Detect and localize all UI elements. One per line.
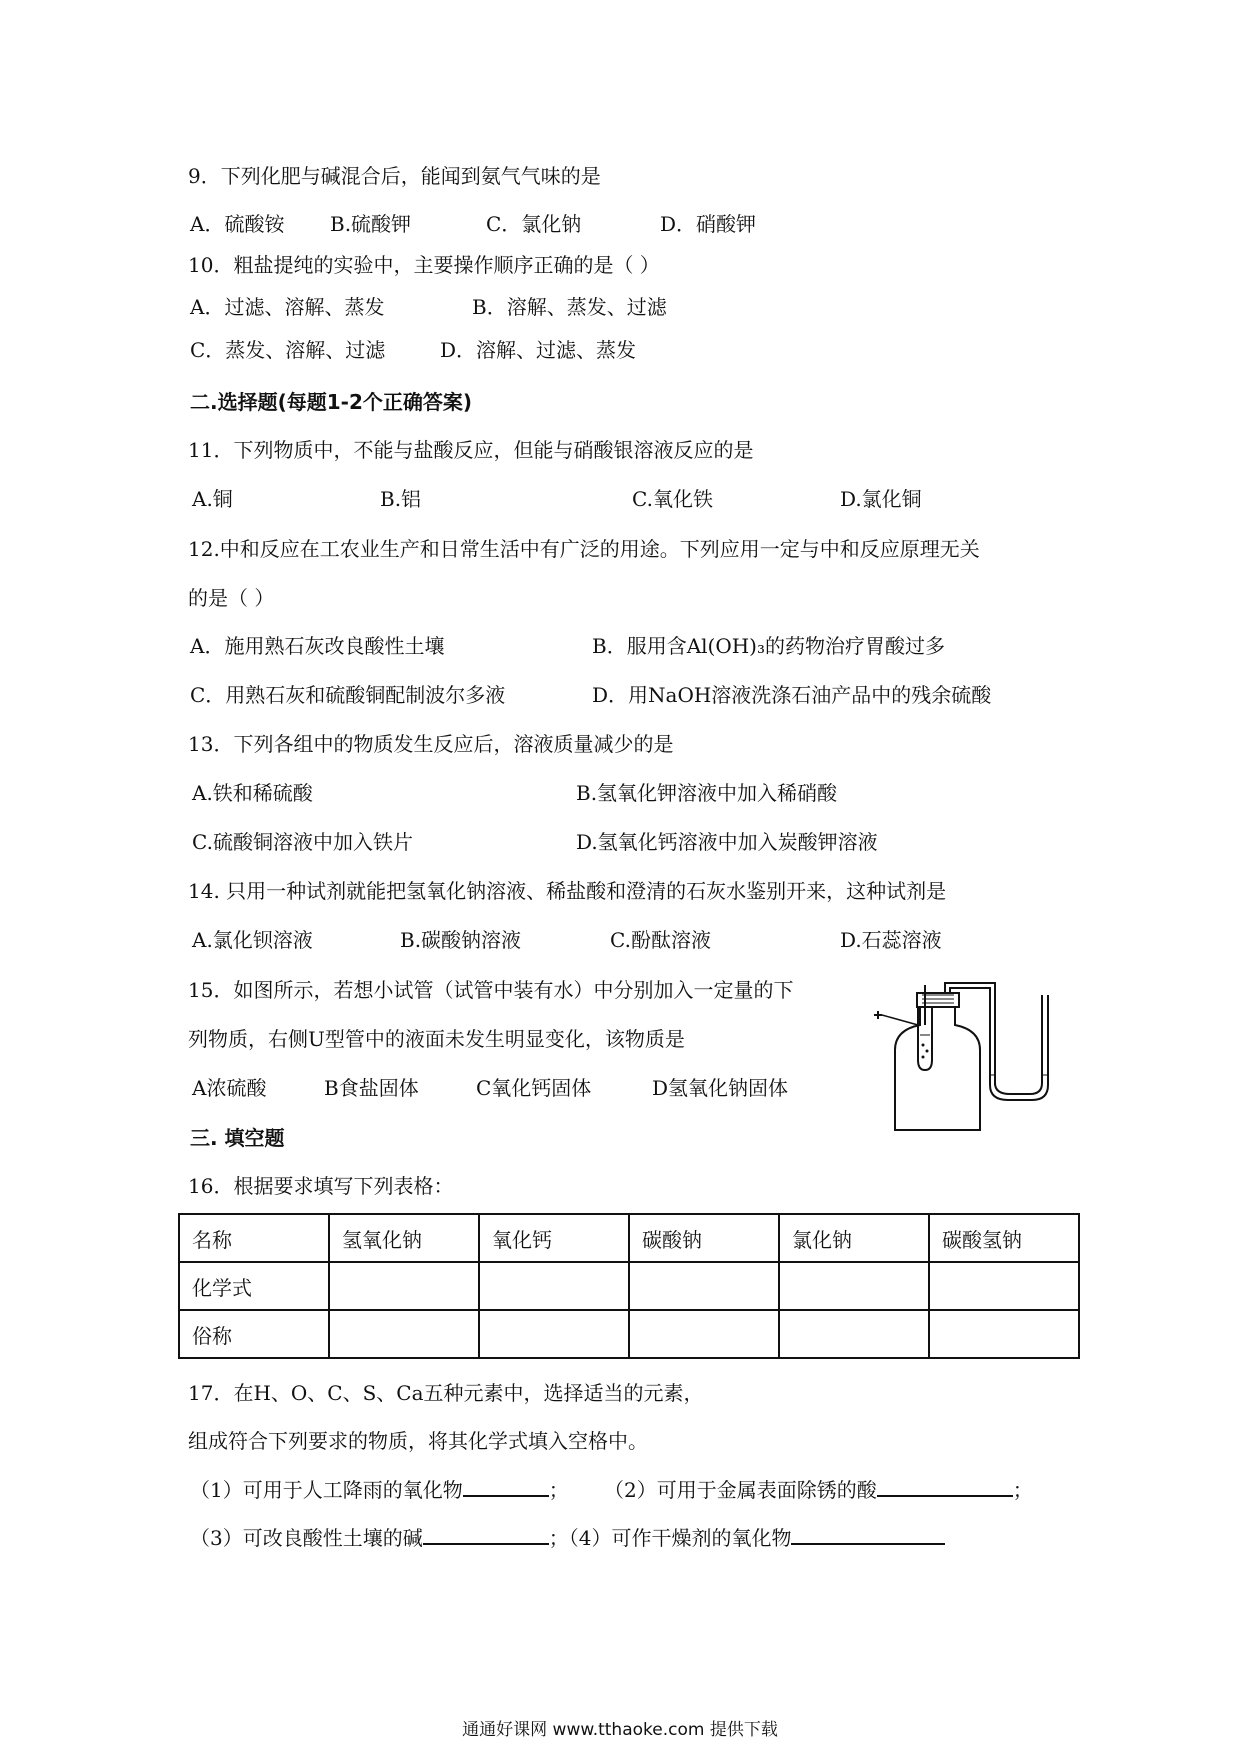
answer-cell[interactable] — [929, 1310, 1079, 1358]
q17-separator: ； — [548, 1478, 569, 1502]
q17-item-3-blank[interactable] — [423, 1523, 549, 1545]
q10-stem: 10．粗盐提纯的实验中，主要操作顺序正确的是（ ） — [188, 253, 660, 277]
q15-stem-cont: 列物质，右侧U型管中的液面未发生明显变化，该物质是 — [188, 1027, 685, 1051]
table-header-row — [179, 1214, 1079, 1262]
table-row — [179, 1262, 1079, 1310]
q17-row-1b — [604, 1475, 1033, 1503]
q17-stem-cont: 组成符合下列要求的物质，将其化学式填入空格中。 — [188, 1429, 648, 1453]
answer-cell[interactable] — [779, 1262, 929, 1310]
q17-row-1 — [190, 1475, 569, 1503]
q17-stem: 17．在H、O、C、S、Ca五种元素中，选择适当的元素， — [188, 1381, 704, 1405]
table-row — [179, 1310, 1079, 1358]
q13-option-c: C.硫酸铜溶液中加入铁片 — [192, 830, 413, 854]
q17-item-1-label: （1）可用于人工降雨的氧化物 — [190, 1478, 463, 1502]
q14-option-c: C.酚酞溶液 — [610, 928, 711, 952]
q11-option-c: C.氧化铁 — [632, 487, 713, 511]
q12-option-c: C．用熟石灰和硫酸铜配制波尔多液 — [190, 683, 506, 707]
q13-option-d: D.氢氧化钙溶液中加入炭酸钾溶液 — [576, 830, 878, 854]
q16-table — [178, 1213, 1080, 1359]
q10-option-a: A．过滤、溶解、蒸发 — [190, 295, 385, 319]
q14-option-a: A.氯化钡溶液 — [192, 928, 313, 952]
table-row-label: 化学式 — [179, 1262, 329, 1310]
q13-option-b: B.氢氧化钾溶液中加入稀硝酸 — [576, 781, 838, 805]
table-header-cell: 氯化钠 — [779, 1214, 929, 1262]
q17-item-2-blank[interactable] — [877, 1475, 1013, 1497]
q12-stem-cont: 的是（ ） — [188, 586, 275, 610]
q12-option-d: D．用NaOH溶液洗涤石油产品中的残余硫酸 — [592, 683, 992, 707]
q13-stem: 13．下列各组中的物质发生反应后，溶液质量减少的是 — [188, 732, 674, 756]
answer-cell[interactable] — [329, 1262, 479, 1310]
q11-option-b: B.铝 — [380, 487, 422, 511]
q17-item-4-blank[interactable] — [791, 1523, 945, 1545]
table-header-cell: 氧化钙 — [479, 1214, 629, 1262]
q13-option-a: A.铁和稀硫酸 — [192, 781, 313, 805]
q15-option-c: C氧化钙固体 — [476, 1076, 592, 1100]
table-header-cell: 名称 — [179, 1214, 329, 1262]
q9-option-b: B.硫酸钾 — [330, 212, 412, 236]
q14-option-b: B.碳酸钠溶液 — [400, 928, 522, 952]
section-2-heading: 二.选择题(每题1-2个正确答案) — [190, 390, 473, 414]
section-3-heading: 三. 填空题 — [190, 1126, 285, 1150]
answer-cell[interactable] — [629, 1310, 779, 1358]
u-tube-apparatus-figure — [870, 975, 1070, 1135]
q9-option-a: A．硫酸铵 — [190, 212, 285, 236]
q16-stem: 16．根据要求填写下列表格： — [188, 1174, 454, 1198]
q10-option-b: B．溶解、蒸发、过滤 — [472, 295, 667, 319]
answer-cell[interactable] — [329, 1310, 479, 1358]
q17-separator: ； — [548, 1526, 569, 1550]
q9-option-d: D．硝酸钾 — [660, 212, 757, 236]
table-header-cell: 碳酸钠 — [629, 1214, 779, 1262]
q12-option-b: B．服用含Al(OH)₃的药物治疗胃酸过多 — [592, 634, 945, 658]
q17-row-2 — [190, 1523, 945, 1551]
q12-option-a: A．施用熟石灰改良酸性土壤 — [190, 634, 445, 658]
q17-item-4-label: （4）可作干燥剂的氧化物 — [568, 1526, 792, 1550]
q14-option-d: D.石蕊溶液 — [840, 928, 942, 952]
q10-option-c: C．蒸发、溶解、过滤 — [190, 338, 386, 362]
q15-option-b: B食盐固体 — [324, 1076, 419, 1100]
q9-option-c: C．氯化钠 — [486, 212, 582, 236]
answer-cell[interactable] — [479, 1310, 629, 1358]
q14-stem: 14. 只用一种试剂就能把氢氧化钠溶液、稀盐酸和澄清的石灰水鉴别开来，这种试剂是 — [188, 879, 947, 903]
q15-option-d: D氢氧化钠固体 — [652, 1076, 789, 1100]
q11-option-a: A.铜 — [192, 487, 233, 511]
answer-cell[interactable] — [479, 1262, 629, 1310]
q9-stem: 9．下列化肥与碱混合后，能闻到氨气气味的是 — [188, 164, 601, 188]
q17-separator: ； — [1012, 1478, 1033, 1502]
q12-stem: 12.中和反应在工农业生产和日常生活中有广泛的用途。下列应用一定与中和反应原理无关 — [188, 537, 980, 561]
q10-option-d: D．溶解、过滤、蒸发 — [440, 338, 637, 362]
q15-option-a: A浓硫酸 — [192, 1076, 267, 1100]
answer-cell[interactable] — [779, 1310, 929, 1358]
answer-cell[interactable] — [629, 1262, 779, 1310]
q11-option-d: D.氯化铜 — [840, 487, 922, 511]
q15-stem: 15．如图所示，若想小试管（试管中装有水）中分别加入一定量的下 — [188, 978, 794, 1002]
answer-cell[interactable] — [929, 1262, 1079, 1310]
table-header-cell: 氢氧化钠 — [329, 1214, 479, 1262]
q17-item-2-label: （2）可用于金属表面除锈的酸 — [604, 1478, 877, 1502]
q17-item-1-blank[interactable] — [463, 1475, 549, 1497]
q11-stem: 11．下列物质中，不能与盐酸反应，但能与硝酸银溶液反应的是 — [188, 438, 754, 462]
q17-item-3-label: （3）可改良酸性土壤的碱 — [190, 1526, 423, 1550]
page-footer: 通通好课网 www.tthaoke.com 提供下载 — [462, 1720, 778, 1740]
table-header-cell: 碳酸氢钠 — [929, 1214, 1079, 1262]
table-row-label: 俗称 — [179, 1310, 329, 1358]
